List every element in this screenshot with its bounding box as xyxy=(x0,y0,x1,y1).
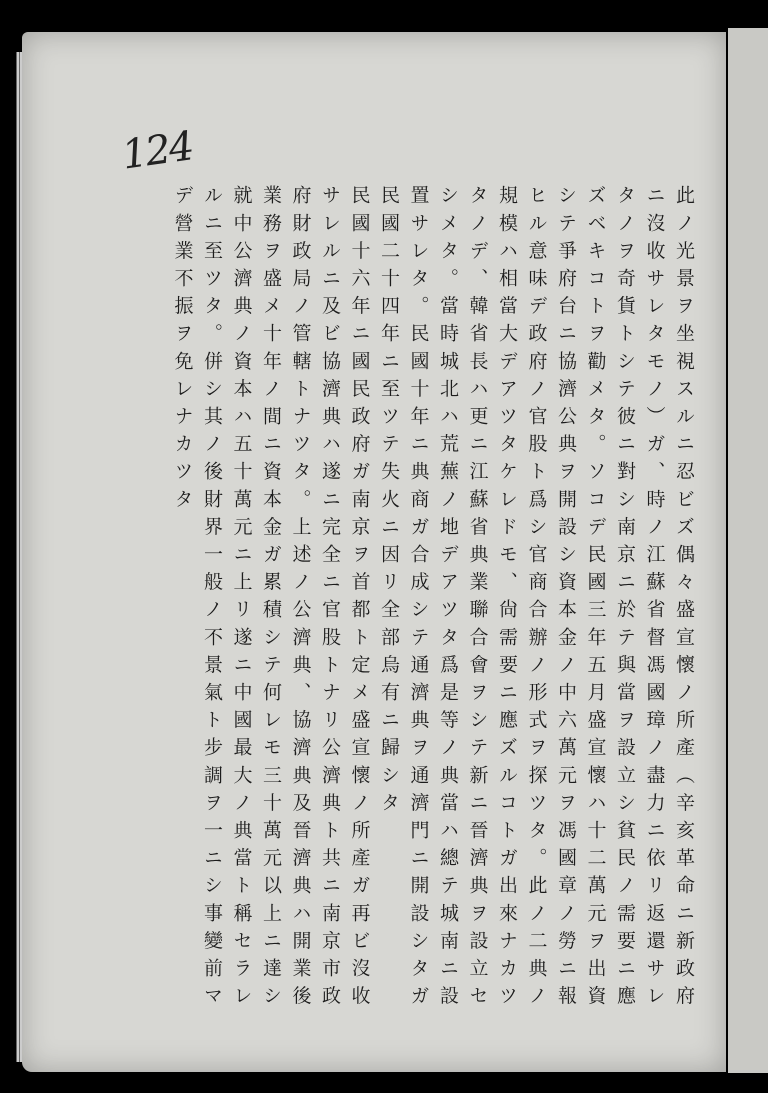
text-column: タノヲ奇貨トシテ彼ニ對シ南京ニ於テ與當ヲ設立シ貧民ノ需要ニ應 xyxy=(614,185,636,1013)
text-column: ニ沒收サレタモノ）ガ、時ノ江蘇省督馮國璋ノ盡力ニ依リ返還サレ xyxy=(643,185,666,1013)
text-column: 就中公濟典ノ資本ハ五十萬元ニ上リ遂ニ中國最大ノ典當ト稱セラレ xyxy=(230,185,253,1013)
vertical-text-block xyxy=(108,185,698,1015)
text-column: デ營業不振ヲ免レナカツタ xyxy=(171,185,194,517)
text-column: 此ノ光景ヲ坐視スルニ忍ビズ偶々盛宣懷ノ所產（辛亥革命ニ新政府 xyxy=(673,185,695,1013)
text-column: シメタ。當時城北ハ荒蕪ノ地デアツタ爲是等ノ典當ハ總テ城南ニ設 xyxy=(437,185,459,1013)
text-column: ヒル意味デ政府ノ官股ト爲シ官商合辦ノ形式ヲ探ツタ。此ノ二典ノ xyxy=(525,185,548,1013)
text-column: タノデ、韓省長ハ更ニ江蘇省典業聯合會ヲシテ新ニ晉濟典ヲ設立セ xyxy=(466,185,489,1013)
text-column: 民國十六年ニ國民政府ガ南京ヲ首都ト定メ盛宣懷ノ所產ガ再ビ沒收 xyxy=(348,185,371,1013)
text-column: シテ爭府台ニ協濟公典ヲ開設シ資本金ノ中六萬元ヲ馮國章ノ勞ニ報 xyxy=(555,185,577,1013)
text-column: 業務ヲ盛メ十年ノ間ニ資本金ガ累積シテ何レモ三十萬元以上ニ達シ xyxy=(260,185,282,1013)
text-column: ズベキコトヲ勸メタ。ソコデ民國三年五月盛宣懷ハ十二萬元ヲ出資 xyxy=(584,185,607,1013)
text-column: 民國二十四年ニ至ツテ失火ニ因リ全部烏有ニ歸シタ xyxy=(378,185,400,820)
text-column: 規模ハ相當大デアツタケレドモ、尙需要ニ應ズルコトガ出來ナカツ xyxy=(496,185,518,1013)
text-column: サレルニ及ビ協濟典ハ遂ニ完全ニ官股トナリ公濟典ト共ニ南京市政 xyxy=(319,185,341,1013)
handwritten-page-number: 124 xyxy=(119,123,196,179)
text-column: ルニ至ツタ。併シ其ノ後財界一般ノ不景氣ト步調ヲ一ニシ事變前マ xyxy=(201,185,223,1013)
text-column: 府財政局ノ管轄トナツタ。上述ノ公濟典、協濟典及晉濟典ハ開業後 xyxy=(289,185,312,1013)
text-column: 置サレタ。民國十年ニ典商ガ合成シテ通濟典ヲ通濟門ニ開設シタガ xyxy=(407,185,430,1013)
adjacent-page-edge xyxy=(728,28,768,1073)
